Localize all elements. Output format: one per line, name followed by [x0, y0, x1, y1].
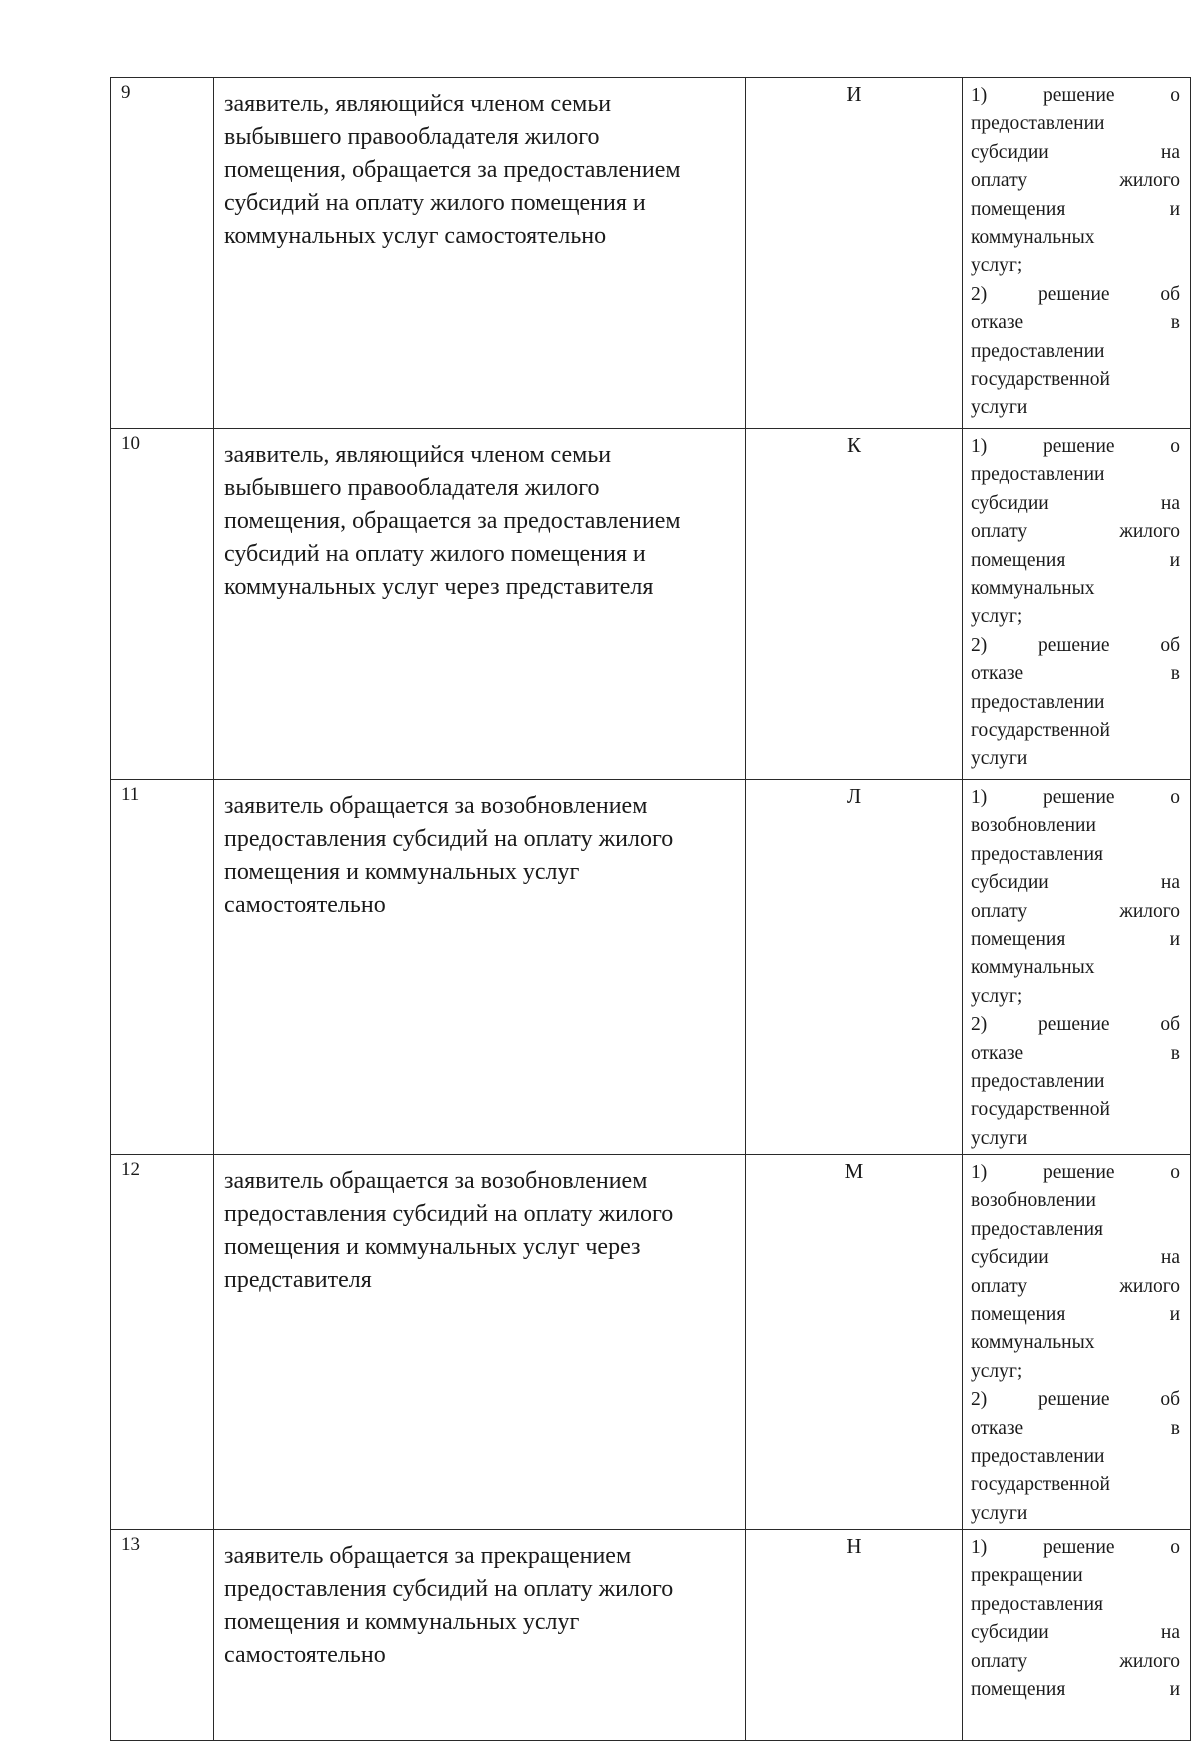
result-line: услуг; [971, 255, 1023, 277]
result-line: помещения и [971, 198, 1180, 220]
result-line: 2) решение об [971, 1014, 1180, 1036]
variant-code-cell: И [746, 78, 963, 429]
result-cell [963, 780, 1191, 1155]
table-row [111, 1155, 1191, 1530]
result-line: помещения и [971, 1304, 1180, 1326]
table-row [111, 78, 1191, 429]
result-line: предоставлении [971, 1071, 1105, 1093]
result-line: предоставления [971, 1593, 1103, 1615]
result-line: оплату жилого [971, 1650, 1180, 1672]
result-line: 1) решение о [971, 436, 1180, 457]
result-line: предоставлении [971, 464, 1105, 486]
result-line: 1) решение о [971, 1162, 1180, 1183]
result-line: коммунальных [971, 578, 1095, 600]
result-line: оплату жилого [971, 1275, 1180, 1297]
result-line: субсидии на [971, 1247, 1180, 1269]
result-line: услуги [971, 1502, 1028, 1524]
table-row [111, 429, 1191, 780]
result-line: отказе в [971, 1042, 1180, 1064]
row-number-cell: 9 [111, 78, 214, 429]
result-line: 1) решение о [971, 85, 1180, 106]
result-line: возобновлении [971, 815, 1096, 837]
result-line: услуг; [971, 606, 1023, 628]
result-line: 2) решение об [971, 634, 1180, 656]
table-row [111, 780, 1191, 1155]
applicant-description-cell: заявитель обращается за прекращением предоставления субсидий на оплату жилого помещения и коммунальных услуг самостоятельно [214, 1530, 746, 1741]
result-line: коммунальных [971, 227, 1095, 249]
result-line: возобновлении [971, 1190, 1096, 1212]
result-line: помещения и [971, 549, 1180, 571]
variant-code-cell: Н [746, 1530, 963, 1741]
result-line: субсидии на [971, 1622, 1180, 1644]
result-line: предоставлении [971, 340, 1105, 362]
result-line: государственной [971, 369, 1110, 391]
result-cell [963, 429, 1191, 780]
result-line: 1) решение о [971, 787, 1180, 808]
result-line: предоставлении [971, 691, 1105, 713]
result-line: государственной [971, 1474, 1110, 1496]
variant-code-cell: К [746, 429, 963, 780]
result-cell [963, 1155, 1191, 1530]
result-line: оплату жилого [971, 170, 1180, 192]
result-line: коммунальных [971, 957, 1095, 979]
result-line: 1) решение о [971, 1537, 1180, 1558]
result-line: отказе в [971, 663, 1180, 685]
result-line: отказе в [971, 312, 1180, 334]
applicant-description-cell: заявитель обращается за возобновлением предоставления субсидий на оплату жилого помещения и коммунальных услуг через представителя [214, 1155, 746, 1530]
row-number-cell: 13 [111, 1530, 214, 1741]
result-line: предоставления [971, 1218, 1103, 1240]
applicant-description-cell: заявитель, являющийся членом семьи выбывшего правообладателя жилого помещения, обращается за предоставлением субсидий на оплату жилого помещения и коммунальных услуг самостоятельно [214, 78, 746, 429]
row-number-cell: 12 [111, 1155, 214, 1530]
result-line: услуги [971, 748, 1028, 770]
applicant-description-cell: заявитель, являющийся членом семьи выбывшего правообладателя жилого помещения, обращается за предоставлением субсидий на оплату жилого помещения и коммунальных услуг через представителя [214, 429, 746, 780]
result-line: услуги [971, 1127, 1028, 1149]
result-line: государственной [971, 720, 1110, 742]
result-line: 2) решение об [971, 1389, 1180, 1411]
result-line: субсидии на [971, 492, 1180, 514]
variant-code-cell: Л [746, 780, 963, 1155]
result-line: помещения и [971, 1679, 1180, 1701]
result-line: субсидии на [971, 872, 1180, 894]
result-line: помещения и [971, 929, 1180, 951]
result-line: отказе в [971, 1417, 1180, 1439]
result-cell [963, 78, 1191, 429]
result-line: оплату жилого [971, 521, 1180, 543]
row-number-cell: 11 [111, 780, 214, 1155]
result-line: прекращении [971, 1565, 1083, 1587]
result-cell [963, 1530, 1191, 1741]
result-line: коммунальных [971, 1332, 1095, 1354]
result-line: государственной [971, 1099, 1110, 1121]
result-line: оплату жилого [971, 900, 1180, 922]
applicant-description-cell: заявитель обращается за возобновлением предоставления субсидий на оплату жилого помещения и коммунальных услуг самостоятельно [214, 780, 746, 1155]
result-line: услуг; [971, 1360, 1023, 1382]
result-line: субсидии на [971, 141, 1180, 163]
result-line: услуг; [971, 985, 1023, 1007]
row-number-cell: 10 [111, 429, 214, 780]
services-table-body [111, 78, 1191, 1741]
result-line: предоставления [971, 843, 1103, 865]
result-line: 2) решение об [971, 283, 1180, 305]
variant-code-cell: М [746, 1155, 963, 1530]
table-row [111, 1530, 1191, 1741]
services-table [110, 77, 1191, 1741]
result-line: услуги [971, 397, 1028, 419]
result-line: предоставлении [971, 113, 1105, 135]
result-line: предоставлении [971, 1446, 1105, 1468]
